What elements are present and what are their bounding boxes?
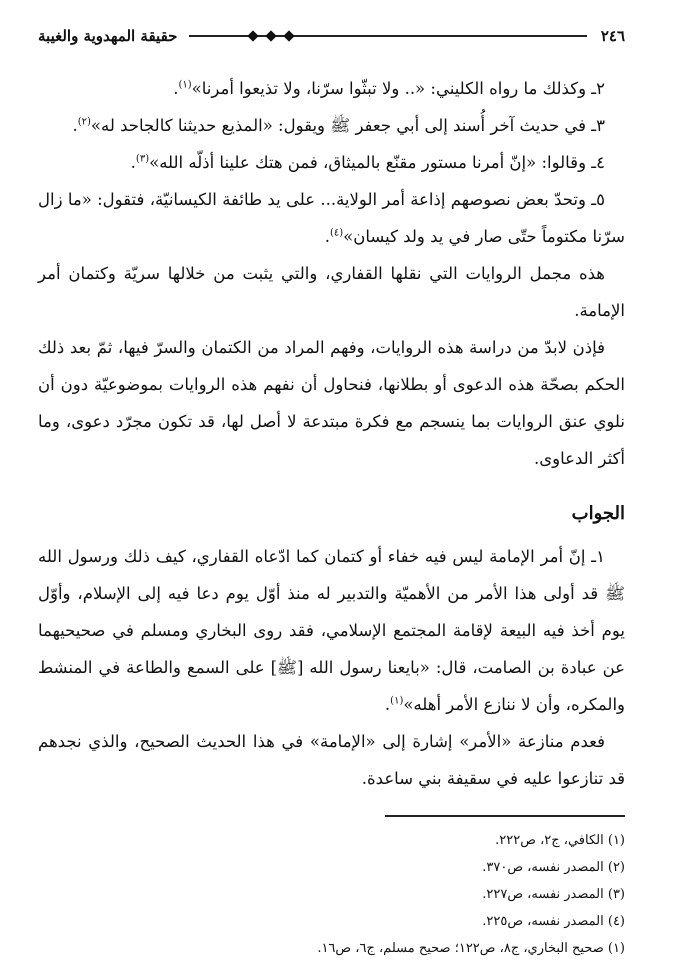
item-end: . xyxy=(130,153,136,172)
page-body xyxy=(38,70,625,797)
ornament-diamond xyxy=(248,30,259,41)
footnote-ref: (١) xyxy=(390,695,404,707)
paragraph xyxy=(38,723,625,797)
footnote: (٣) المصدر نفسه، ص٢٢٧. xyxy=(482,886,625,902)
page-header xyxy=(38,22,625,50)
running-title: حقيقة المهدوية والغيبة xyxy=(38,27,178,45)
paragraph: هذه مجمل الروايات التي نقلها القفاري، والتي يثبت من خلالها سريّة وكتمان أمر الإمامة. xyxy=(38,264,625,320)
item-end: . xyxy=(324,227,330,246)
item-text: ٣ـ في حديث آخر أُسند إلى أبي جعفر ﷺ ويقول: «المذيع حديثنا كالجاحد له» xyxy=(90,116,605,135)
paragraph-text: ١ـ إنّ أمر الإمامة ليس فيه خفاء أو كتمان كما ادّعاه القفاري، كيف ذلك ورسول الله ﷺ قد أولى هذا الأمر من الأهميّة والتدبير له منذ أوّل يوم دعا فيه إلى الإسلام، وأوّل يوم أخذ فيه البيعة لإقامة المجتمع الإسلامي، فقد روى البخاري ومسلم في صحيحيهما عن عبادة بن الصامت، قال: «بايعنا رسول الله [ﷺ] على السمع والطاعة في المنشط والمكره، وأن لا ننازع الأمر أهله» xyxy=(38,547,625,714)
footnote: (٢) المصدر نفسه، ص٣٧٠. xyxy=(482,859,625,875)
list-item xyxy=(38,70,625,107)
list-item xyxy=(38,144,625,181)
list-item xyxy=(38,107,625,144)
item-text: ٢ـ وكذلك ما رواه الكليني: «.. ولا تبثّوا سرّنا، ولا تذيعوا أمرنا» xyxy=(191,79,605,98)
section-heading: الجواب xyxy=(571,503,625,524)
footnote-ref: (٤) xyxy=(329,227,344,239)
page-number: ٢٤٦ xyxy=(600,27,625,45)
paragraph xyxy=(38,538,625,723)
footnote: (١) صحيح البخاري، ج٨، ص١٢٢؛ صحيح مسلم، ج٦، ص١٦. xyxy=(317,940,625,956)
list-item xyxy=(38,181,625,255)
footnotes xyxy=(38,827,625,962)
footnote: (١) الكافي، ج٢، ص٢٢٢. xyxy=(495,832,625,848)
paragraph-text: فعدم منازعة «الأمر» إشارة إلى «الإمامة» في هذا الحديث الصحيح، والذي نجدهم قد تنازعوا عليه في سقيفة بني ساعدة. xyxy=(38,732,625,788)
item-end: . xyxy=(72,116,78,135)
item-text: ٥ـ وتحدّ بعض نصوصهم إذاعة أمر الولاية... على يد طائفة الكيسانيّة، فتقول: «ما زال سرّنا مكتوماً حتّى صار في يد ولد كيسان» xyxy=(38,190,625,246)
footnote-separator xyxy=(385,815,625,817)
paragraph-end: . xyxy=(384,695,391,714)
header-ornament xyxy=(249,32,293,40)
ornament-diamond xyxy=(284,30,295,41)
item-end: . xyxy=(173,79,179,98)
footnote-ref: (١) xyxy=(178,79,192,91)
footnote-ref: (٣) xyxy=(135,153,150,165)
footnote-ref: (٢) xyxy=(77,116,91,128)
footnote: (٤) المصدر نفسه، ص٢٢٥. xyxy=(482,913,625,929)
paragraph: فإذن لابدّ من دراسة هذه الروايات، وفهم المراد من الكتمان والسرّ فيها، ثمّ بعد ذلك الحكم بصحّة هذه الدعوى أو بطلانها، فنحاول أن نفهم هذه الروايات بموضوعيّة دون أن نلوي عنق الروايات بما ينسجم مع فكرة مبتدعة لا أصل لها، قد تكون مجرّد دعوى، وما أكثر الدعاوى. xyxy=(38,338,625,468)
header-rule xyxy=(189,35,586,37)
ornament-diamond xyxy=(266,30,277,41)
item-text: ٤ـ وقالوا: «إنّ أمرنا مستور مقنّع بالميثاق، فمن هتك علينا أذلّه الله» xyxy=(149,153,605,172)
